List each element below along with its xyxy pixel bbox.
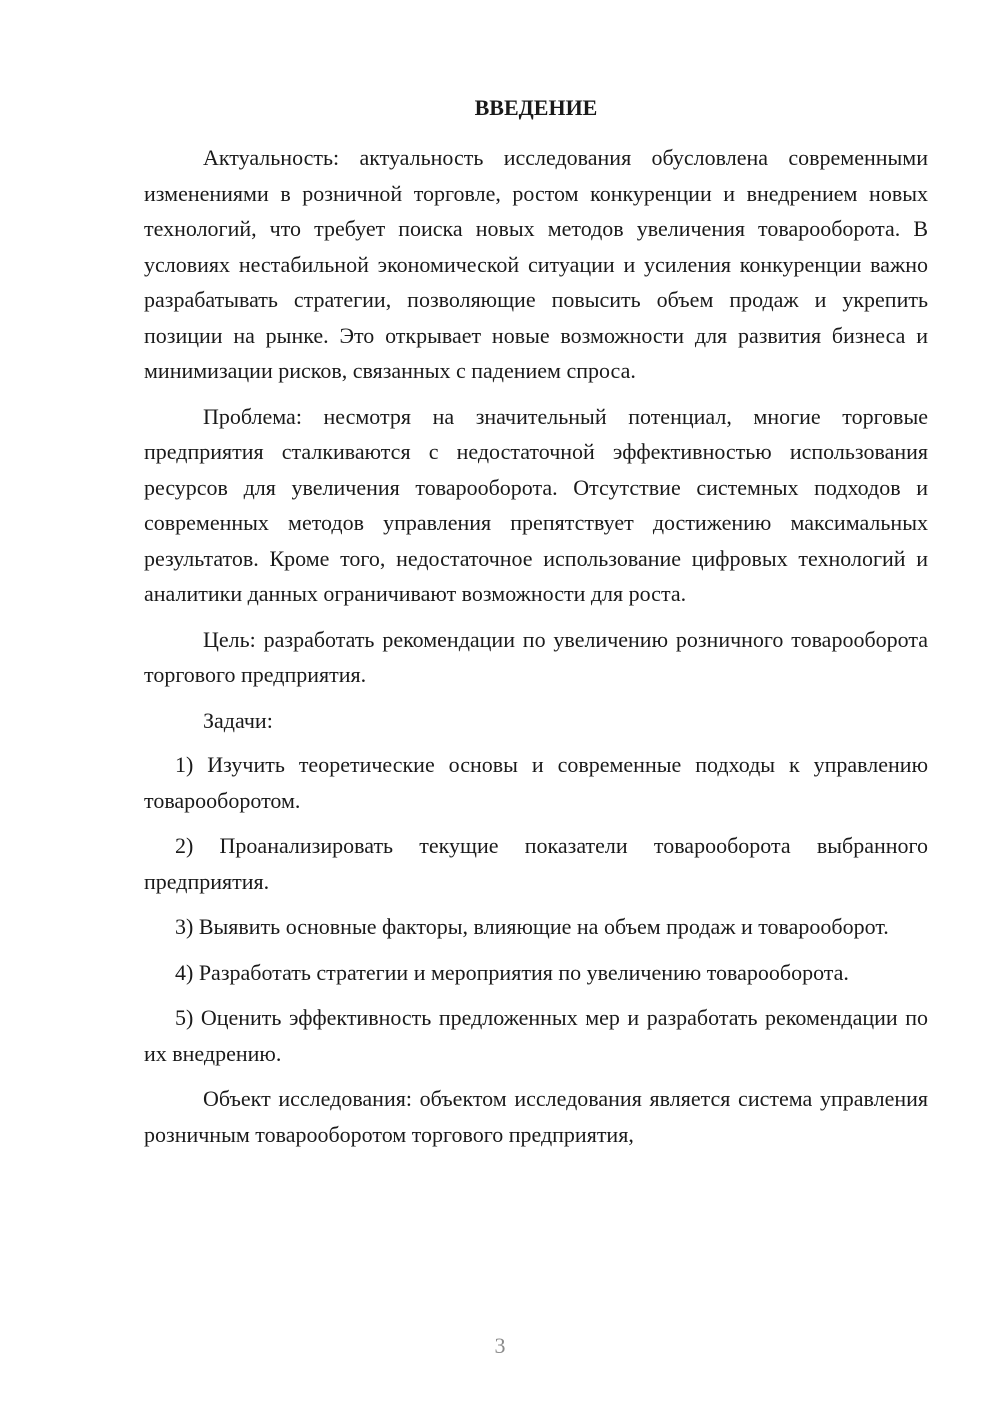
task-item-2: 2) Проанализировать текущие показатели товарооборота выбранного предприятия. (144, 833, 928, 894)
task-item-3: 3) Выявить основные факторы, влияющие на объем продаж и товарооборот. (175, 914, 889, 939)
task-item-1: 1) Изучить теоретические основы и современные подходы к управлению товарооборотом. (144, 752, 928, 813)
tasks-title: Задачи: (203, 707, 273, 733)
task-item-4: 4) Разработать стратегии и мероприятия по увеличению товарооборота. (175, 959, 849, 985)
problem-paragraph: Проблема: несмотря на значительный потенциал, многие торговые предприятия сталкиваются с недостаточной эффективностью использования ресурсов для увеличения товарооборота. Отсутствие системных подходов и современных методов управления препятствует достижению максимальных результатов. Кроме того, недостаточное использование цифровых технологий и аналитики данных ограничивают возможности для роста. (144, 403, 928, 606)
goal-paragraph: Цель: разработать рекомендации по увеличению розничного товарооборота торгового предприятия. (144, 626, 928, 687)
relevance-paragraph: Актуальность: актуальность исследования обусловлена современными изменениями в розничной торговле, ростом конкуренции и внедрением новых технологий, что требует поиска новых методов увеличения товарооборота. В условиях нестабильной экономической ситуации и усиления конкуренции важно разрабатывать стратегии, позволяющие повысить объем продаж и укрепить позиции на рынке. Это открывает новые возможности для развития бизнеса и минимизации рисков, связанных с падением спроса. (144, 145, 928, 383)
section-heading: ВВЕДЕНИЕ (474, 95, 598, 120)
object-paragraph: Объект исследования: объектом исследования является система управления розничным товарооборотом торгового предприятия, (144, 1086, 928, 1147)
page-content (144, 92, 928, 1162)
task-item-5: 5) Оценить эффективность предложенных мер и разработать рекомендации по их внедрению. (144, 1005, 928, 1066)
page-number: 3 (494, 1333, 506, 1358)
